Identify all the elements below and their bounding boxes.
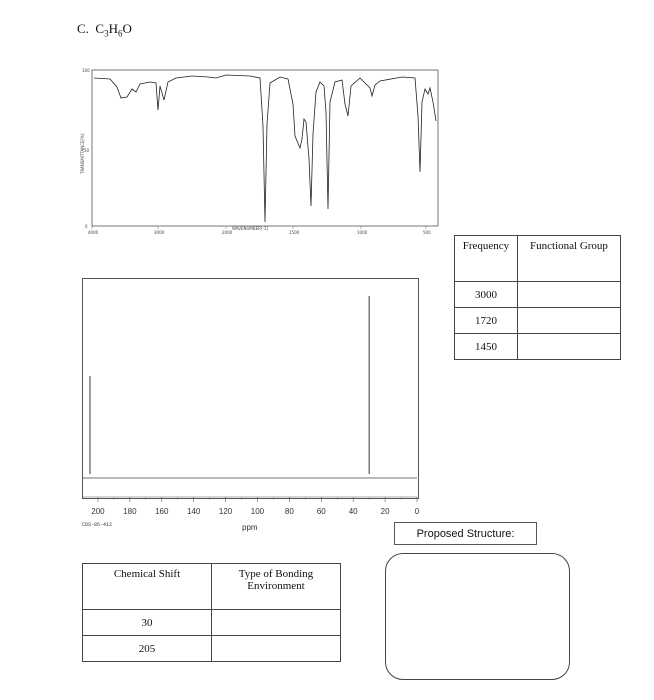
ir-frequency-table bbox=[454, 235, 621, 360]
ir-spectrum bbox=[80, 64, 442, 236]
nmr-tick-label: 180 bbox=[123, 507, 137, 516]
nmr-tick-label: 20 bbox=[380, 507, 390, 516]
table-row bbox=[455, 308, 621, 334]
functional-group-cell[interactable] bbox=[517, 334, 620, 360]
table-row bbox=[455, 334, 621, 360]
nmr-tick-label: 200 bbox=[91, 507, 105, 516]
ir-x-tick: 4000 bbox=[88, 230, 99, 235]
shift-cell: 205 bbox=[83, 636, 212, 662]
ir-x-axis-label: WAVENUMBER[-1] bbox=[232, 226, 269, 231]
bonding-environment-header: Type of Bonding Environment bbox=[212, 564, 341, 610]
nmr-spectrum bbox=[80, 276, 425, 536]
nmr-ticks bbox=[82, 497, 420, 516]
frequency-cell: 3000 bbox=[455, 282, 518, 308]
nmr-tick-label: 80 bbox=[284, 507, 294, 516]
ir-table-header bbox=[455, 236, 621, 282]
functional-group-header: Functional Group bbox=[517, 236, 620, 282]
frequency-cell: 1450 bbox=[455, 334, 518, 360]
chemical-shift-table bbox=[82, 563, 341, 662]
nmr-tick-label: 160 bbox=[155, 507, 169, 516]
functional-group-cell[interactable] bbox=[517, 282, 620, 308]
ir-x-tick: 500 bbox=[423, 230, 431, 235]
nmr-tick-label: 140 bbox=[186, 507, 201, 516]
structure-drawing-area[interactable] bbox=[385, 553, 570, 680]
nmr-tick-label: 60 bbox=[316, 507, 326, 516]
nmr-peaks bbox=[90, 296, 369, 474]
proposed-structure-label: Proposed Structure: bbox=[394, 522, 537, 545]
ir-y-top-label: 100 bbox=[82, 68, 90, 73]
table-row bbox=[83, 610, 341, 636]
bonding-environment-cell[interactable] bbox=[212, 636, 341, 662]
molecular-formula: $C_3H_6O$ bbox=[95, 21, 132, 39]
frequency-header: Frequency bbox=[455, 236, 518, 282]
ir-y-axis-label: TRANSMITTANCE[%] bbox=[80, 133, 85, 174]
table-row bbox=[83, 636, 341, 662]
functional-group-cell[interactable] bbox=[517, 308, 620, 334]
chemical-shift-header: Chemical Shift bbox=[83, 564, 212, 610]
ir-trace bbox=[94, 75, 436, 222]
ir-y-mid-label: 50 bbox=[84, 148, 90, 153]
table-row bbox=[455, 282, 621, 308]
shift-table-header bbox=[83, 564, 341, 610]
nmr-tick-label: 120 bbox=[218, 507, 233, 516]
nmr-tick-label: 0 bbox=[414, 507, 420, 516]
ir-y-bottom-label: 0 bbox=[85, 224, 88, 229]
nmr-tick-label: 40 bbox=[348, 507, 358, 516]
frequency-cell: 1720 bbox=[455, 308, 518, 334]
nmr-code: CDS-05-412 bbox=[82, 522, 113, 528]
bonding-environment-cell[interactable] bbox=[212, 610, 341, 636]
shift-cell: 30 bbox=[83, 610, 212, 636]
ir-x-tick: 1500 bbox=[289, 230, 300, 235]
ir-x-tick: 3000 bbox=[154, 230, 165, 235]
problem-title: C. $C_3H_6O$ bbox=[77, 21, 132, 39]
ir-x-tick: 1000 bbox=[357, 230, 368, 235]
nmr-tick-label: 100 bbox=[250, 507, 265, 516]
ir-x-tick: 2000 bbox=[222, 230, 233, 235]
nmr-x-label: ppm bbox=[242, 523, 258, 532]
